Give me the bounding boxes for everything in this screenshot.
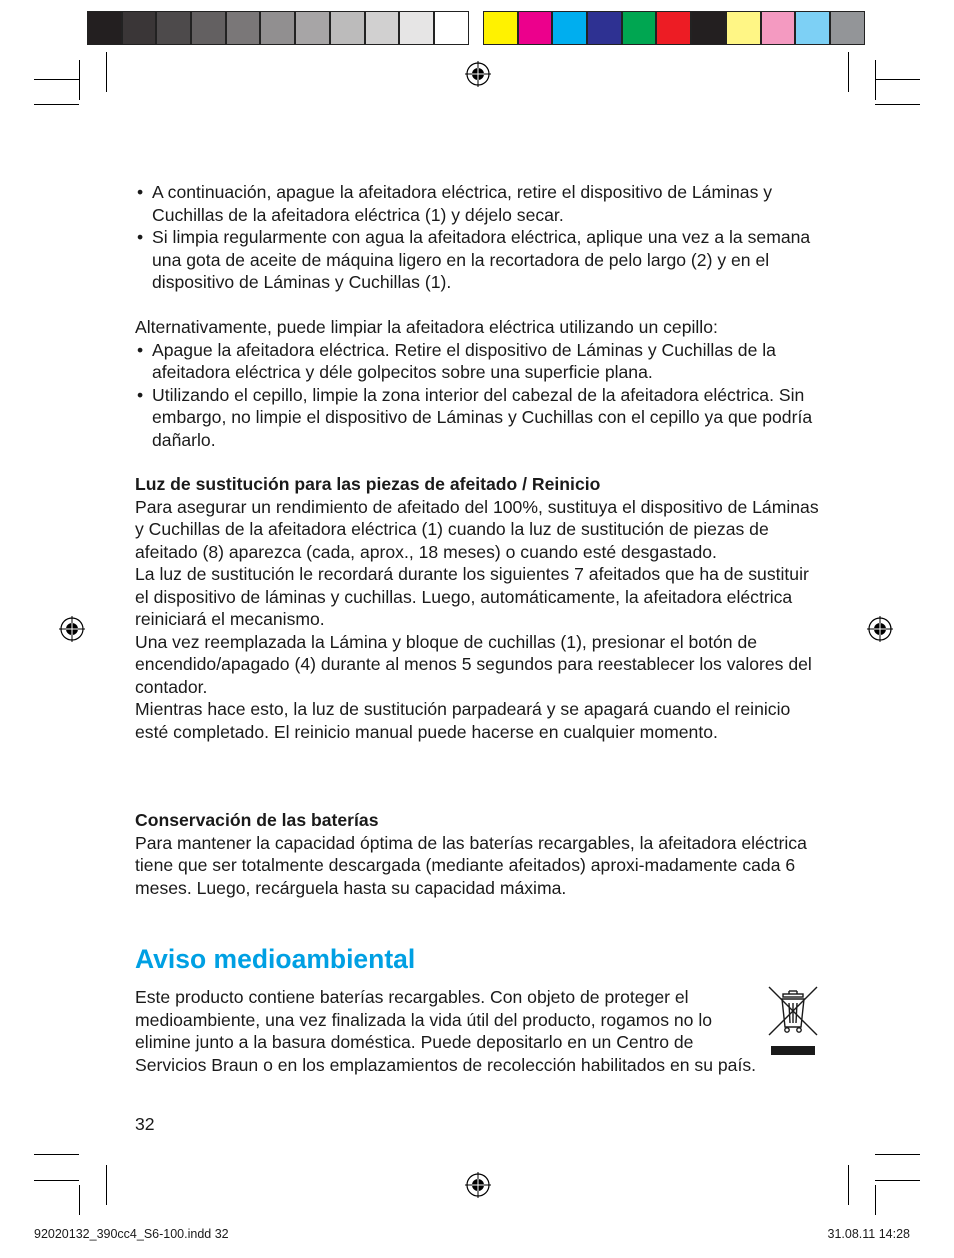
environment-heading: Aviso medioambiental (135, 944, 416, 974)
color-swatch (552, 11, 587, 45)
battery-heading: Conservación de las baterías (135, 810, 379, 830)
color-swatch (226, 11, 261, 45)
environment-body (135, 986, 760, 1076)
paragraph: Mientras hace esto, la luz de sustitución parpadeará y se apagará cuando el reinicio esté completado. El reinicio manual puede hacerse en cualquier momento. (135, 699, 791, 742)
crop-mark (106, 52, 107, 92)
crop-mark (79, 1185, 80, 1215)
list-item: • Utilizando el cepillo, limpie la zona interior del cabezal de la afeitadora eléctrica. Sin embargo, no limpie el dispositivo de Láminas y Cuchillas con el cepillo ya que podría dañarlo. (135, 384, 825, 452)
color-swatch (795, 11, 830, 45)
crop-mark (875, 1185, 876, 1215)
process-color-bar (483, 11, 865, 47)
color-swatch (761, 11, 796, 45)
crop-mark (875, 60, 876, 100)
color-swatch (622, 11, 657, 45)
color-swatch (656, 11, 691, 45)
color-swatch (399, 11, 434, 45)
color-swatch (260, 11, 295, 45)
crop-mark (106, 1165, 107, 1205)
paragraph: Este producto contiene baterías recargables. Con objeto de proteger el medioambiente, una vez finalizada la vida útil del producto, rogamos no lo elimine junto a la basura doméstica. Puede depositarlo en un Centro de Servicios Braun o en los emplazamientos de recolección habilitados en su país. (135, 987, 757, 1075)
replacement-section (135, 473, 825, 743)
slug-file-info: 92020132_390cc4_S6-100.indd 32 (34, 1227, 229, 1241)
color-swatch (156, 11, 191, 45)
crop-mark (34, 1154, 79, 1155)
cleaning-bullet-list (135, 181, 825, 294)
paragraph: La luz de sustitución le recordará durante los siguientes 7 afeitados que ha de sustituir el dispositivo de láminas y cuchillas. Luego, automáticamente, la afeitadora eléctrica reiniciará el mecanismo. (135, 564, 809, 629)
page-number: 32 (135, 1114, 155, 1134)
color-swatch (87, 11, 122, 45)
crop-mark (34, 104, 79, 105)
crop-mark (34, 1180, 79, 1181)
crop-mark (34, 79, 79, 80)
registration-target-icon (465, 61, 491, 87)
slug-date-time: 31.08.11 14:28 (827, 1227, 910, 1241)
crop-mark (79, 60, 80, 100)
crop-mark (848, 52, 849, 92)
list-item: • A continuación, apague la afeitadora eléctrica, retire el dispositivo de Láminas y Cuchillas de la afeitadora eléctrica (1) y déjelo secar. (135, 181, 825, 226)
color-swatch (365, 11, 400, 45)
color-swatch (295, 11, 330, 45)
paragraph: Para asegurar un rendimiento de afeitado del 100%, sustituya el dispositivo de Láminas y Cuchillas de la afeitadora eléctrica (1) cuando la luz de sustitución de piezas de afeitado (8) aparezca (cada, aprox., 18 meses) o cuando esté desgastado. (135, 496, 819, 562)
color-swatch (122, 11, 157, 45)
crop-mark (875, 1180, 920, 1181)
color-swatch (587, 11, 622, 45)
paragraph: Para mantener la capacidad óptima de las baterías recargables, la afeitadora eléctrica tiene que ser totalmente descargada (mediante afeitados) aproxi-madamente cada 6 meses. Luego, recárguela hasta su capacidad máxima. (135, 832, 807, 898)
crop-mark (848, 1165, 849, 1205)
crop-mark (875, 79, 920, 80)
registration-target-icon (59, 616, 85, 642)
color-swatch (691, 11, 726, 45)
list-item: • Si limpia regularmente con agua la afeitadora eléctrica, aplique una vez a la semana una gota de aceite de máquina ligero en la recortadora de pelo largo (2) y en el dispositivo de Láminas y Cuchillas (1). (135, 226, 825, 294)
registration-target-icon (867, 616, 893, 642)
battery-section (135, 809, 825, 899)
color-swatch (434, 11, 469, 45)
gray-scale-bar (87, 11, 469, 47)
registration-target-icon (465, 1172, 491, 1198)
environment-section (135, 944, 825, 974)
replacement-heading: Luz de sustitución para las piezas de afeitado / Reinicio (135, 474, 601, 494)
brush-intro: Alternativamente, puede limpiar la afeitadora eléctrica utilizando un cepillo: (135, 317, 718, 337)
brush-section (135, 316, 825, 451)
brush-bullet-list (135, 339, 825, 452)
color-swatch (830, 11, 865, 45)
color-swatch (726, 11, 761, 45)
crossed-out-bin-icon (767, 985, 819, 1057)
color-swatch (483, 11, 518, 45)
crop-mark (875, 1154, 920, 1155)
crop-mark (875, 104, 920, 105)
color-swatch (518, 11, 553, 45)
color-swatch (191, 11, 226, 45)
list-item: • Apague la afeitadora eléctrica. Retire el dispositivo de Láminas y Cuchillas de la afeitadora eléctrica y déle golpecitos sobre una superficie plana. (135, 339, 825, 384)
color-swatch (330, 11, 365, 45)
paragraph: Una vez reemplazada la Lámina y bloque de cuchillas (1), presionar el botón de encendido/apagado (4) durante al menos 5 segundos para reestablecer los valores del contador. (135, 631, 812, 697)
cleaning-section (135, 181, 825, 294)
